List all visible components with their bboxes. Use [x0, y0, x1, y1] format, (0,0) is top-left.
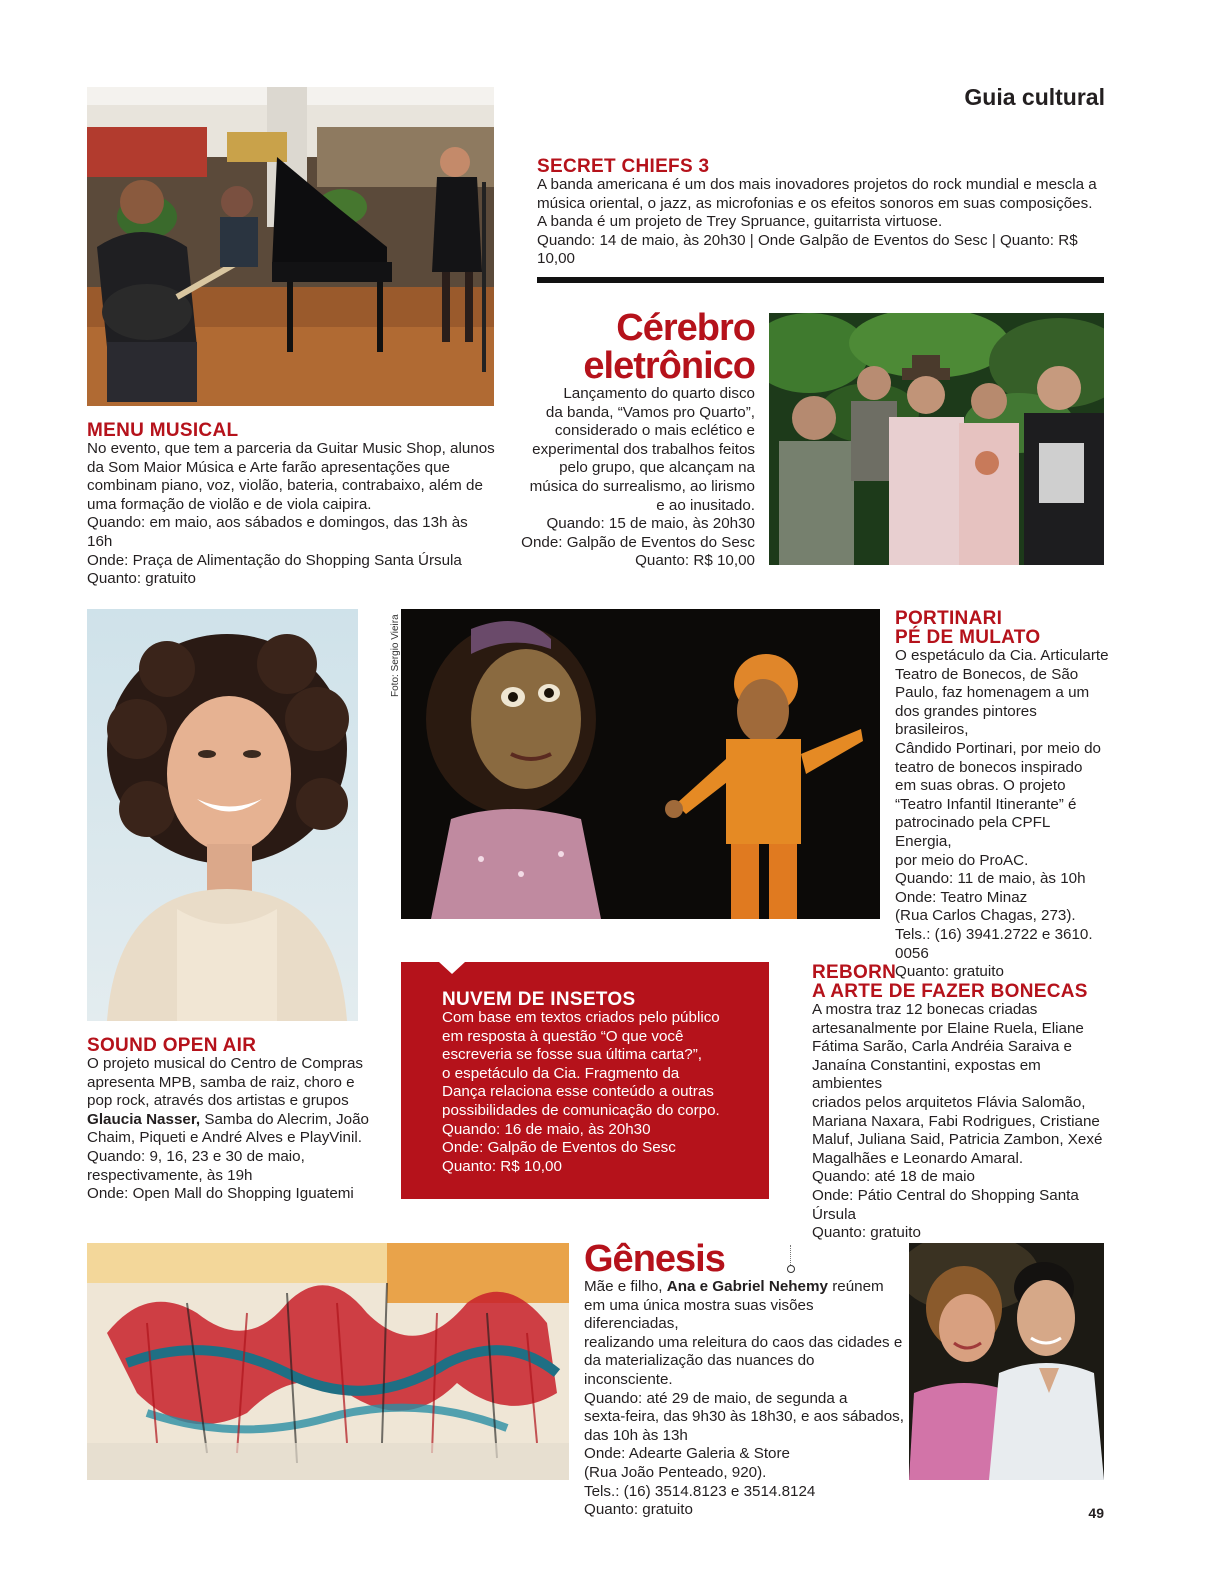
text-line: (Rua João Penteado, 920). [584, 1463, 767, 1481]
text-line: apresenta MPB, samba de raiz, choro e [87, 1073, 355, 1091]
portinari-title-line-2: PÉ DE MULATO [895, 627, 1041, 648]
text-line: Quanto: gratuito [87, 570, 196, 588]
text-line: Quanto: gratuito [812, 1224, 921, 1242]
text-line: Fátima Sarão, Carla Andréia Saraiva e [812, 1038, 1073, 1056]
text-line: patrocinado pela CPFL Energia, [895, 814, 1050, 850]
text-line: escreveria se fosse sua última carta?”, [442, 1046, 702, 1064]
nuvem-notch [439, 962, 465, 974]
text-line: Tels.: (16) 3514.8123 e 3514.8124 [584, 1482, 816, 1500]
genesis-title-dot-line [790, 1245, 792, 1265]
text-line: A banda americana é um dos mais inovadores projetos do rock mundial e mescla a [537, 176, 1097, 193]
text-line [87, 1111, 387, 1130]
text-line: Cândido Portinari, por meio do [895, 739, 1101, 757]
text-line: Lançamento do quarto disco [563, 385, 755, 402]
text-line: dos grandes pintores brasileiros, [895, 702, 1037, 739]
text-line: sexta-feira, das 9h30 às 18h30, e aos sábados, [584, 1408, 904, 1426]
cerebro-title [537, 309, 755, 385]
text-line: Onde: Open Mall do Shopping Iguatemi [87, 1185, 354, 1203]
text-line: Janaína Constantini, expostas em ambientes [812, 1056, 1041, 1093]
text-line: música oriental, o jazz, as microfonias e os efeitos sonoros em suas composições. [537, 194, 1093, 212]
text-line: Quando: até 18 de maio [812, 1168, 975, 1186]
text-line: Quanto: R$ 10,00 [635, 552, 755, 570]
genesis-painting [87, 1243, 569, 1480]
text-line: respectivamente, às 19h [87, 1166, 253, 1184]
text-line: da banda, “Vamos pro Quarto”, [545, 403, 755, 421]
text-line: Quando: 16 de maio, às 20h30 [442, 1120, 651, 1138]
text-line: Onde: Pátio Central do Shopping Santa Úrsula [812, 1186, 1079, 1223]
text-line: O espetáculo da Cia. Articularte [895, 647, 1109, 664]
text-line: Magalhães e Leonardo Amaral. [812, 1149, 1024, 1167]
menu-musical-title: MENU MUSICAL [87, 420, 239, 441]
photo-credit: Foto: Sergio Vieira [390, 614, 401, 697]
text-span: Mãe e filho, [584, 1278, 667, 1295]
reborn-title-line-1: REBORN [812, 962, 897, 983]
puppet-theater-photo [401, 609, 880, 919]
genesis-title: Gênesis [584, 1238, 725, 1280]
text-line: combinam piano, voz, violão, bateria, contrabaixo, além de [87, 477, 483, 495]
text-line: considerado o mais eclético e [554, 422, 755, 440]
portinari-section [895, 609, 1110, 982]
text-line: em suas obras. O projeto [895, 777, 1066, 795]
menu-musical-section [87, 421, 497, 589]
text-line: Quando: 14 de maio, às 20h30 | Onde Galpão de Eventos do Sesc | Quanto: R$ 10,00 [537, 231, 1078, 268]
text-line: Tels.: (16) 3941.2722 e 3610. 0056 [895, 925, 1093, 962]
text-line: Onde: Praça de Alimentação do Shopping Santa Úrsula [87, 551, 462, 569]
text-line: Onde: Galpão de Eventos do Sesc [442, 1139, 676, 1157]
text-line: No evento, que tem a parceria da Guitar Music Shop, alunos [87, 440, 495, 457]
text-line: A mostra traz 12 bonecas criadas [812, 1001, 1038, 1018]
text-line: Quando: em maio, aos sábados e domingos, das 13h às 16h [87, 514, 468, 550]
text-line: realizando uma releitura do caos das cidades e [584, 1333, 903, 1351]
portinari-title-line-1: PORTINARI [895, 608, 1003, 629]
text-line: pelo grupo, que alcançam na [559, 459, 755, 477]
text-line: Dança relaciona esse conteúdo a outras [442, 1083, 714, 1101]
sound-open-air-section [87, 1036, 387, 1204]
text-line: Onde: Galpão de Eventos do Sesc [521, 533, 755, 551]
section-divider [537, 277, 1104, 283]
text-line: Onde: Adearte Galeria & Store [584, 1445, 790, 1463]
text-line: criados pelos arquitetos Flávia Salomão, [812, 1093, 1086, 1111]
menu-musical-body [87, 440, 497, 589]
cerebro-body [520, 385, 755, 571]
text-line: e ao inusitado. [656, 496, 755, 514]
text-line: Quanto: R$ 10,00 [442, 1157, 562, 1175]
sound-open-air-title: SOUND OPEN AIR [87, 1035, 257, 1056]
ana-gabriel-photo [909, 1243, 1104, 1480]
cerebro-title-line-2: eletrônico [583, 345, 755, 387]
text-line: Quando: 11 de maio, às 10h [895, 870, 1086, 888]
text-line: (Rua Carlos Chagas, 273). [895, 907, 1076, 925]
text-line: Quanto: gratuito [895, 963, 1004, 981]
reborn-section [812, 963, 1110, 1243]
text-line: Quando: até 29 de maio, de segunda a [584, 1389, 848, 1407]
text-line: Mariana Naxara, Fabi Rodrigues, Cristiane [812, 1112, 1100, 1130]
page-number: 49 [1088, 1505, 1104, 1521]
text-line: da Som Maior Música e Arte farão apresentações que [87, 458, 451, 476]
artist-name: Glaucia Nasser, [87, 1110, 201, 1128]
text-line: em uma única mostra suas visões diferenciadas, [584, 1296, 814, 1333]
text-line: o espetáculo da Cia. Fragmento da [442, 1064, 680, 1082]
text-line: Quando: 15 de maio, às 20h30 [546, 515, 755, 533]
text-line: Com base em textos criados pelo público [442, 1009, 720, 1026]
text-line: teatro de bonecos inspirado [895, 758, 1083, 776]
nuvem-box [401, 962, 769, 1199]
text-line: Quando: 9, 16, 23 e 30 de maio, [87, 1147, 305, 1165]
text-line: pop rock, através dos artistas e grupos [87, 1092, 349, 1110]
reborn-title-line-2: A ARTE DE FAZER BONECAS [812, 981, 1088, 1002]
text-line: A banda é um projeto de Trey Spruance, guitarrista virtuose. [537, 213, 943, 231]
nuvem-content [442, 990, 762, 1176]
text-line: em resposta à questão “O que você [442, 1027, 684, 1045]
text-line: possibilidades de comunicação do corpo. [442, 1101, 720, 1119]
cerebro-title-line-1: Cérebro [616, 307, 755, 349]
text-line: das 10h às 13h [584, 1426, 688, 1444]
text-line: O projeto musical do Centro de Compras [87, 1055, 364, 1072]
genesis-body [584, 1278, 904, 1520]
text-line: Chaim, Piqueti e André Alves e PlayVinil. [87, 1129, 362, 1147]
text-line: Teatro de Bonecos, de São [895, 665, 1079, 683]
section-header: Guia cultural [964, 84, 1105, 110]
text-line: Maluf, Juliana Said, Patricia Zambon, Xexé [812, 1131, 1103, 1149]
text-line: por meio do ProAC. [895, 851, 1029, 869]
artist-names: Ana e Gabriel Nehemy [666, 1278, 828, 1295]
text-line: da materialização das nuances do inconsciente. [584, 1352, 815, 1388]
text-line: Quanto: gratuito [584, 1501, 693, 1519]
text-line: Onde: Teatro Minaz [895, 888, 1028, 906]
menu-musical-photo [87, 87, 494, 406]
text-span: Samba do Alecrim, João [200, 1110, 369, 1128]
text-line: música do surrealismo, ao lirismo [529, 477, 755, 495]
text-line [584, 1278, 904, 1297]
nuvem-title: NUVEM DE INSETOS [442, 989, 636, 1010]
secret-chiefs-title: SECRET CHIEFS 3 [537, 156, 710, 177]
text-span: reúnem [827, 1278, 884, 1295]
genesis-title-dot [787, 1265, 795, 1273]
text-line: artesanalmente por Elaine Ruela, Eliane [812, 1019, 1084, 1037]
text-line: experimental dos trabalhos feitos [532, 440, 755, 458]
secret-chiefs-section [537, 157, 1107, 269]
band-photo [769, 313, 1104, 565]
text-line: uma formação de violão e de viola caipira. [87, 495, 372, 513]
text-line: “Teatro Infantil Itinerante” é [895, 795, 1077, 813]
text-line: Paulo, faz homenagem a um [895, 684, 1090, 702]
glaucia-nasser-photo [87, 609, 358, 1021]
